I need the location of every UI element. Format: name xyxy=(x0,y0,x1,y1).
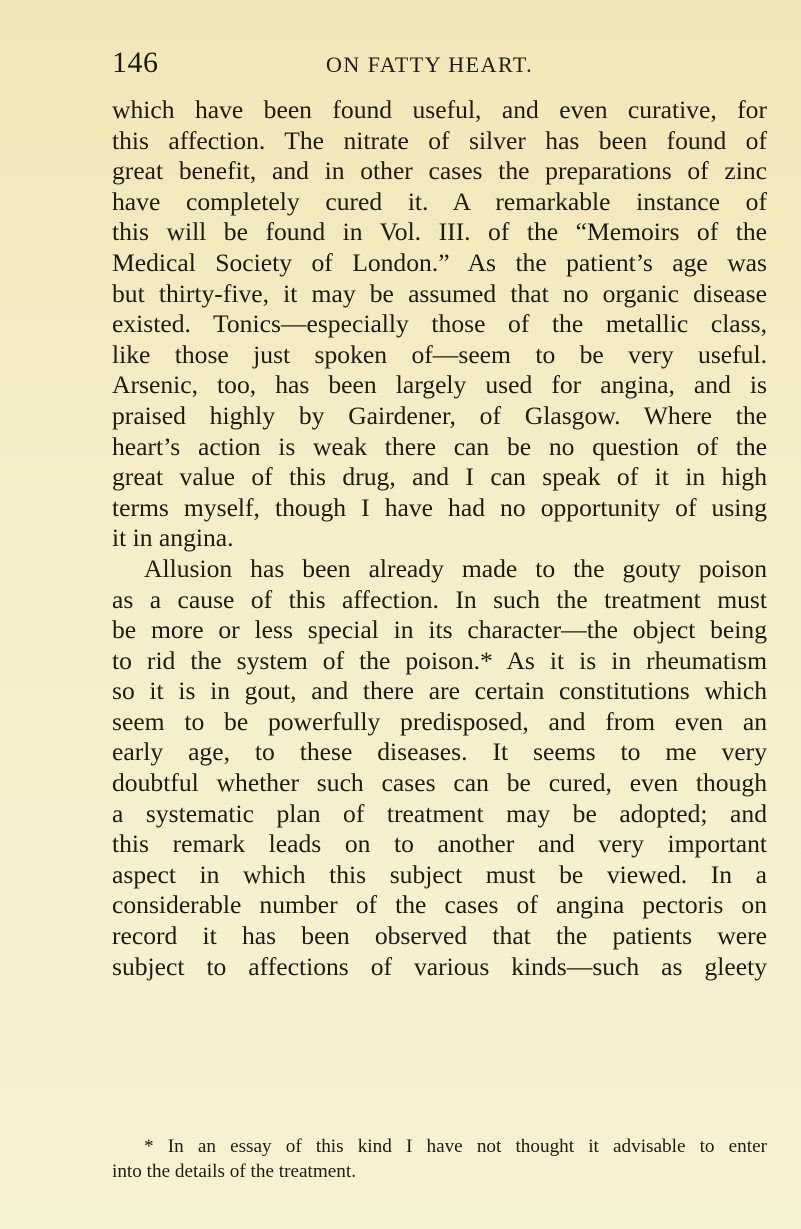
text-line: aspect in which this subject must be viewed. In a xyxy=(112,859,767,889)
footnote-line: * In an essay of this kind I have not thought it advisable to enter xyxy=(144,1136,767,1157)
text-line: which have been found useful, and even curative, for xyxy=(112,95,767,124)
text-line: great benefit, and in other cases the preparations of zinc xyxy=(112,156,767,186)
text-line: great value of this drug, and I can speak of it in high xyxy=(112,462,767,492)
page-number: 146 xyxy=(112,46,159,79)
text-line: subject to affections of various kinds—such as gleety xyxy=(112,951,767,981)
text-line: be more or less special in its character—the object being xyxy=(112,615,767,645)
text-line: this remark leads on to another and very important xyxy=(112,829,767,859)
running-head xyxy=(112,46,767,80)
text-line: this affection. The nitrate of silver has been found of xyxy=(112,125,767,155)
text-line: praised highly by Gairdener, of Glasgow. Where the xyxy=(112,400,767,430)
text-line: like those just spoken of—seem to be very useful. xyxy=(112,339,767,369)
text-line: so it is in gout, and there are certain constitutions which xyxy=(112,676,767,706)
text-line: but thirty-five, it may be assumed that no organic disease xyxy=(112,278,767,308)
text-line: early age, to these diseases. It seems to me very xyxy=(112,737,767,767)
text-line: doubtful whether such cases can be cured, even though xyxy=(112,768,767,798)
text-line: heart’s action is weak there can be no question of the xyxy=(112,431,767,461)
text-line: as a cause of this affection. In such the treatment must xyxy=(112,584,767,614)
text-line: this will be found in Vol. III. of the “Memoirs of the xyxy=(112,217,767,247)
text-line: Medical Society of London.” As the patient’s age was xyxy=(112,247,767,277)
text-line: to rid the system of the poison.* As it is in rheumatism xyxy=(112,645,767,675)
text-line: it in angina. xyxy=(112,523,234,553)
footnote xyxy=(112,1135,767,1184)
text-line: Allusion has been already made to the gouty poison xyxy=(144,553,767,583)
footnote-line: into the details of the treatment. xyxy=(112,1160,357,1182)
body-text xyxy=(112,95,767,982)
text-line: seem to be powerfully predisposed, and from even an xyxy=(112,706,767,736)
text-line: considerable number of the cases of angina pectoris on xyxy=(112,890,767,920)
text-line: have completely cured it. A remarkable instance of xyxy=(112,186,767,216)
text-line: existed. Tonics—especially those of the metallic class, xyxy=(112,309,767,339)
text-line: record it has been observed that the patients were xyxy=(112,921,767,951)
running-title: ON FATTY HEART. xyxy=(326,52,534,77)
text-line: terms myself, though I have had no opportunity of using xyxy=(112,492,767,522)
text-line: a systematic plan of treatment may be adopted; and xyxy=(112,798,767,828)
text-line: Arsenic, too, has been largely used for angina, and is xyxy=(112,370,767,400)
